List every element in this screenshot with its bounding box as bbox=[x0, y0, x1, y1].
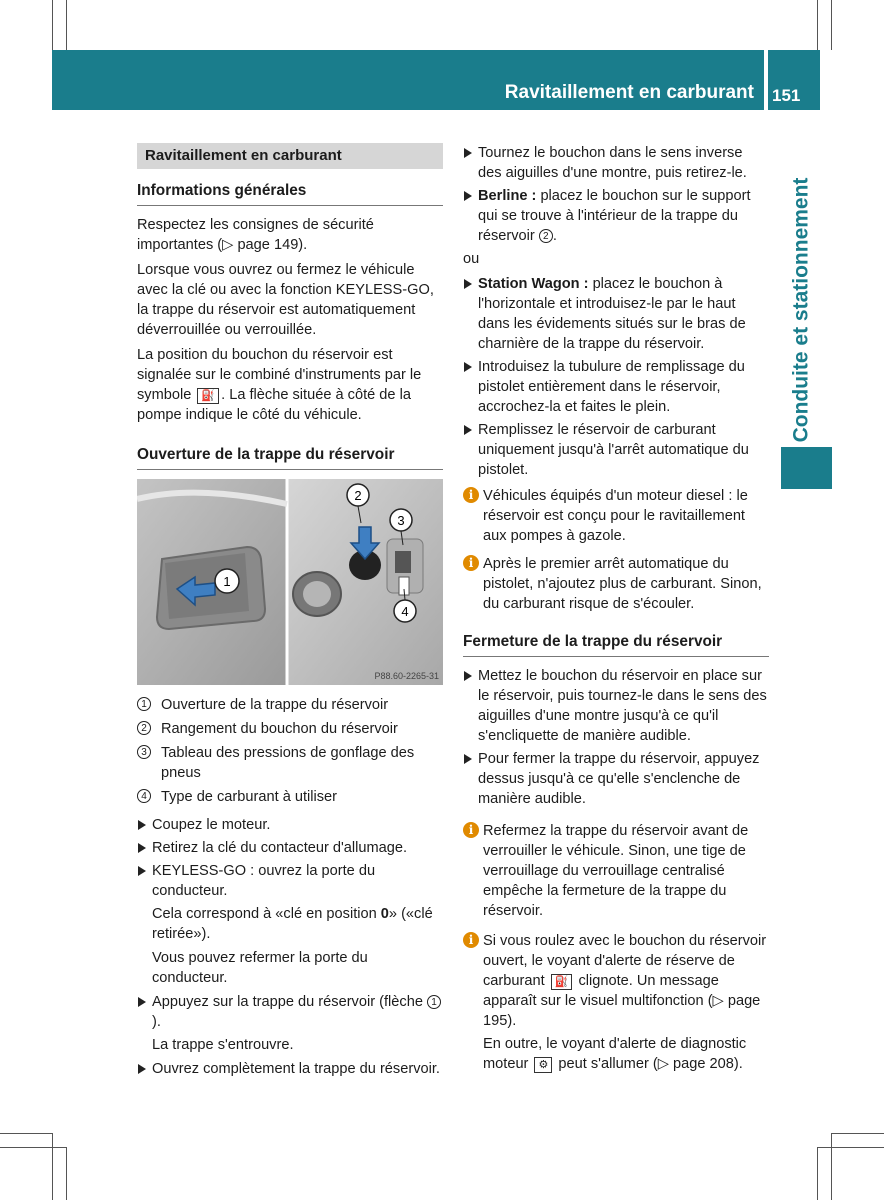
step-text: placez le bouchon à l'horizontale et introduisez-le par le haut dans les évidements situés sur le bras de charnière de la trappe du réservoir. bbox=[478, 276, 746, 352]
instruction-step: Retirez la clé du contacteur d'allumage. bbox=[137, 838, 443, 858]
instruction-step: Mettez le bouchon du réservoir en place sur le réservoir, puis tournez-le dans le sens des aiguilles d'une montre jusqu'à ce qu'il s'encliquette de manière audible. bbox=[463, 666, 769, 746]
crop-mark bbox=[831, 1133, 884, 1134]
step-text: . bbox=[552, 228, 557, 244]
legend-item bbox=[137, 787, 443, 807]
callout-1-label: 1 bbox=[223, 574, 231, 589]
step-bold: Station Wagon : bbox=[478, 276, 589, 292]
legend-text: Rangement du bouchon du réservoir bbox=[161, 721, 398, 737]
legend-number: 4 bbox=[137, 789, 151, 803]
figure-code: P88.60-2265-31 bbox=[374, 671, 439, 681]
info-icon: i bbox=[463, 555, 479, 571]
fuel-flap-figure bbox=[137, 479, 443, 685]
crop-mark bbox=[817, 1147, 818, 1200]
legend-text: Tableau des pressions de gonflage des pneus bbox=[161, 745, 415, 781]
crop-mark bbox=[66, 1147, 67, 1200]
instruction-step bbox=[463, 274, 769, 354]
crop-mark bbox=[0, 1133, 52, 1134]
instruction-step: Introduisez la tubulure de remplissage du pistolet entièrement dans le réservoir, accrochez-la et faites le plein. bbox=[463, 357, 769, 417]
info-text: clignote. Un message apparaît sur le visuel multifonction (▷ page 195). bbox=[483, 973, 761, 1029]
step-note: Vous pouvez refermer la porte du conducteur. bbox=[152, 950, 368, 986]
fuel-pump-icon: ⛽ bbox=[551, 974, 573, 990]
info-note bbox=[463, 931, 769, 1074]
callout-2-label: 2 bbox=[354, 488, 362, 503]
left-column bbox=[137, 140, 443, 1082]
callout-4-label: 4 bbox=[401, 604, 409, 619]
crop-mark bbox=[831, 1133, 832, 1200]
paragraph: Respectez les consignes de sécurité importantes (▷ page 149). bbox=[137, 217, 374, 253]
note-text: Cela correspond à «clé en position bbox=[152, 906, 381, 922]
info-subtext bbox=[483, 1034, 769, 1074]
note-bold: 0 bbox=[380, 906, 389, 922]
legend-text: Type de carburant à utiliser bbox=[161, 789, 338, 805]
opening-heading: Ouverture de la trappe du réservoir bbox=[137, 445, 443, 470]
chapter-side-tab bbox=[781, 160, 821, 460]
callout-3-label: 3 bbox=[397, 513, 405, 528]
chapter-marker-block bbox=[781, 447, 832, 489]
legend-item bbox=[137, 719, 443, 739]
legend-number: 3 bbox=[137, 745, 151, 759]
legend-number: 1 bbox=[137, 697, 151, 711]
step-text: Appuyez sur la trappe du réservoir (flèche bbox=[152, 994, 427, 1010]
info-icon: i bbox=[463, 932, 479, 948]
info-icon: i bbox=[463, 487, 479, 503]
info-text: Après le premier arrêt automatique du pistolet, n'ajoutez plus de carburant. Sinon, du carburant risque de s'écouler. bbox=[483, 556, 762, 612]
instruction-step bbox=[463, 186, 769, 246]
step-text: ). bbox=[152, 1014, 161, 1030]
header-title: Ravitaillement en carburant bbox=[504, 82, 754, 103]
or-separator: ou bbox=[463, 251, 480, 267]
page-number: 151 bbox=[768, 50, 820, 110]
info-note bbox=[463, 486, 769, 546]
section-title: Ravitaillement en carburant bbox=[137, 143, 443, 169]
crop-mark bbox=[52, 1133, 53, 1200]
crop-mark bbox=[831, 0, 832, 50]
legend-number: 2 bbox=[137, 721, 151, 735]
callout-2 bbox=[347, 484, 369, 506]
callout-4 bbox=[394, 600, 416, 622]
crop-mark bbox=[0, 1147, 66, 1148]
general-heading: Informations générales bbox=[137, 181, 443, 206]
paragraph: Lorsque vous ouvrez ou fermez le véhicule avec la clé ou avec la fonction KEYLESS-GO, la trappe du réservoir est automatiquement déverrouillée ou verrouillée. bbox=[137, 262, 434, 338]
info-icon: i bbox=[463, 822, 479, 838]
instruction-step: Remplissez le réservoir de carburant uniquement jusqu'à l'arrêt automatique du pistolet. bbox=[463, 420, 769, 480]
instruction-step: Tournez le bouchon dans le sens inverse des aiguilles d'une montre, puis retirez-le. bbox=[463, 143, 769, 183]
info-note bbox=[463, 821, 769, 921]
inline-callout: 1 bbox=[427, 995, 441, 1009]
instruction-step bbox=[137, 992, 443, 1032]
step-note: La trappe s'entrouvre. bbox=[152, 1037, 294, 1053]
note-text: » («clé retirée»). bbox=[152, 906, 433, 942]
paragraph-text: . La flèche située à côté de la pompe indique le côté du véhicule. bbox=[137, 387, 411, 423]
step-text: placez le bouchon sur le support qui se trouve à l'intérieur de la trappe du réservoir bbox=[478, 188, 751, 244]
crop-mark bbox=[817, 0, 818, 50]
inline-callout: 2 bbox=[539, 229, 553, 243]
page-header bbox=[52, 50, 764, 110]
crop-mark bbox=[52, 0, 53, 50]
info-text: En outre, le voyant d'alerte de diagnostic moteur bbox=[483, 1036, 747, 1072]
legend-text: Ouverture de la trappe du réservoir bbox=[161, 697, 389, 713]
legend-item bbox=[137, 743, 443, 783]
fuel-flap-illustration bbox=[137, 479, 443, 685]
info-text: Véhicules équipés d'un moteur diesel : le réservoir est conçu pour le ravitaillement aux pompes à gazole. bbox=[483, 488, 748, 544]
step-bold: Berline : bbox=[478, 188, 537, 204]
fuel-pump-icon: ⛽ bbox=[197, 388, 219, 404]
instruction-step: Coupez le moteur. bbox=[137, 815, 443, 835]
info-text: Si vous roulez avec le bouchon du réservoir ouvert, le voyant d'alerte de réserve de carburant bbox=[483, 933, 767, 989]
chapter-label: Conduite et stationnement bbox=[789, 177, 812, 443]
right-column bbox=[463, 143, 769, 1082]
step-note bbox=[137, 904, 443, 944]
callout-1 bbox=[215, 569, 239, 593]
info-text: peut s'allumer (▷ page 208). bbox=[558, 1056, 743, 1072]
legend-item bbox=[137, 695, 443, 715]
crop-mark bbox=[66, 0, 67, 50]
info-note bbox=[463, 554, 769, 614]
info-text: Refermez la trappe du réservoir avant de verrouiller le véhicule. Sinon, une tige de verrouillage du verrouillage centralisé empêche la fermeture de la trappe du réservoir. bbox=[483, 823, 749, 919]
instruction-step: Ouvrez complètement la trappe du réservoir. bbox=[137, 1059, 443, 1079]
callout-3 bbox=[390, 509, 412, 531]
instruction-step: Pour fermer la trappe du réservoir, appuyez dessus jusqu'à ce qu'elle s'enclenche de manière audible. bbox=[463, 749, 769, 809]
paragraph-text: La position du bouchon du réservoir est signalée sur le combiné d'instruments par le symbole bbox=[137, 347, 422, 403]
crop-mark bbox=[817, 1147, 884, 1148]
closing-heading: Fermeture de la trappe du réservoir bbox=[463, 632, 769, 657]
engine-diagnostic-icon: ⚙ bbox=[534, 1057, 552, 1073]
instruction-step: KEYLESS-GO : ouvrez la porte du conducteur. bbox=[137, 861, 443, 901]
paragraph bbox=[137, 345, 443, 425]
